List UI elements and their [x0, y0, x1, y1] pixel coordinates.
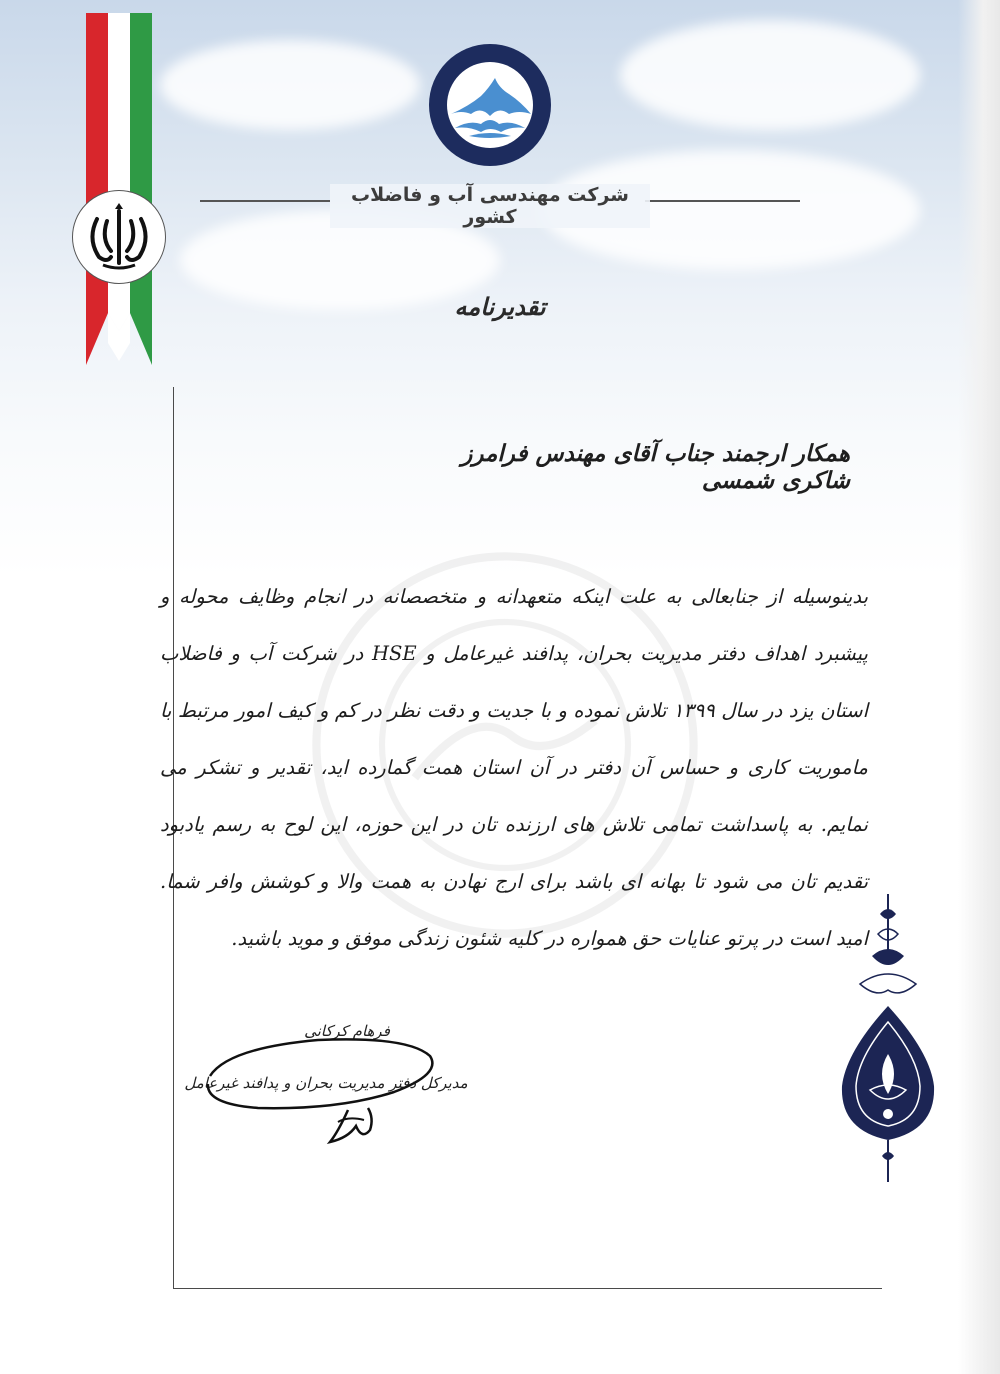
certificate-body: بدینوسیله از جنابعالی به علت اینکه متعهدانه و متخصصانه در انجام وظایف محوله و پیشبرد اهداف دفتر مدیریت بحران، پدافند غیرعامل و HSE در شرکت آب و فاضلاب استان یزد در سال ۱۳۹۹ تلاش نموده و با جدیت و دقت نظر در کم و کیف امور مرتبط با ماموریت کاری و حساس آن دفتر در آن استان همت گمارده اید، تقدیر و تشکر می نمایم. به پاسداشت تمامی تلاش های ارزنده تان در این حوزه، این لوح به رسم یادبود تقدیم تان می شود تا بهانه ای باشد برای ارج نهادن به همت والا و کوشش وافر شما. امید است در پرتو عنایات حق همواره در کلیه شئون زندگی موفق و موید باشید. [160, 585, 868, 950]
decorative-paisley-ornament-icon [828, 894, 948, 1184]
header-rule-left [200, 200, 330, 202]
signer-name: فرهام کرکانی [304, 1022, 390, 1040]
certificate-title: تقدیرنامه [454, 292, 546, 321]
background-cloud [620, 20, 920, 130]
emblem-disc [72, 190, 166, 284]
background-cloud [160, 40, 420, 130]
handwritten-signature [198, 1012, 448, 1162]
recipient-line: همکار ارجمند جناب آقای مهندس فرامرز شاکری شمسی [461, 440, 850, 494]
water-company-logo-icon [429, 44, 551, 166]
iran-emblem-icon [73, 191, 165, 283]
signer-title: مدیرکل دفتر مدیریت بحران و پدافند غیرعامل [184, 1074, 468, 1092]
company-name: شرکت مهندسی آب و فاضلاب کشور [330, 184, 650, 228]
page-edge-shadow [958, 0, 1000, 1374]
header-rule-right [645, 200, 800, 202]
flag-ribbon [86, 13, 152, 365]
